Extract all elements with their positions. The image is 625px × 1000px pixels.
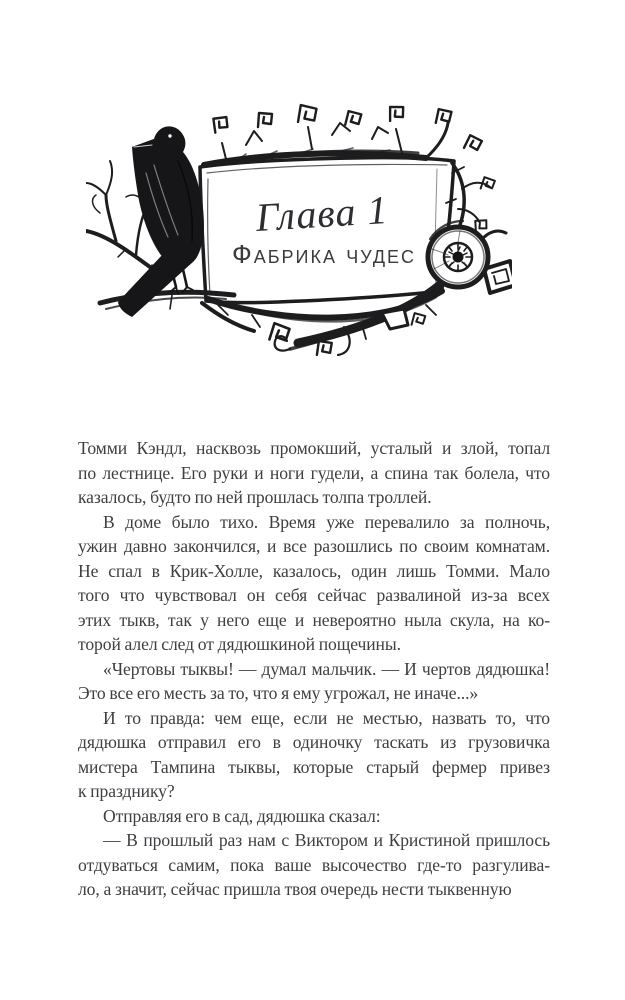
body-text [78, 436, 550, 902]
text-line: по лестнице. Его руки и ноги гудели, а спина так болела, что [78, 462, 550, 483]
text-line: «Чертовы тыквы! — думал мальчик. — И чертов дядюшка! [103, 658, 550, 679]
text-line: того что чувствовал он себя сейчас развалиной из-за всех [78, 585, 550, 605]
text-line: мистера Тампина тыквы, которые старый фермер привез [78, 756, 550, 777]
text-line: Это все его месть за то, что я ему угрожал, не иначе...» [78, 683, 479, 703]
chapter-title: Фабрика чудес [231, 239, 417, 269]
text-line: Томми Кэндл, насквозь промокший, усталый и злой, топал [78, 438, 550, 458]
text-line: дядюшка отправил его в одиночку таскать из грузовичка [78, 732, 550, 752]
text-line: Отправляя его в сад, дядюшка сказал: [103, 805, 381, 826]
text-line: этих тыкв, так у него еще и невероятно ныла скула, на ко- [78, 609, 550, 630]
text-line: Не спал в Крик-Холле, казалось, один лишь Томми. Мало [78, 560, 550, 581]
raven-icon [118, 126, 204, 317]
text-line: ужин давно закончился, и все разошлись по своим комнатам. [78, 536, 550, 556]
text-line: В доме было тихо. Время уже перевалило за полночь, [103, 511, 550, 532]
text-line: к празднику? [78, 781, 175, 801]
chapter-label: Глава 1 [254, 186, 390, 241]
text-line: отдуваться самим, пока ваше высочество где-то разгулива- [78, 854, 550, 875]
text-line: И то правда: чем еще, если не местью, назвать то, что [103, 707, 550, 728]
text-line: — В прошлый раз нам с Виктором и Кристиной пришлось [103, 830, 550, 850]
text-line: торой алел след от дядюшкиной пощечины. [78, 634, 401, 654]
text-line: казалось, будто по ней прошлась толпа троллей. [78, 487, 432, 507]
text-line: ло, а значит, сейчас пришла твоя очередь нести тыквенную [78, 879, 512, 899]
